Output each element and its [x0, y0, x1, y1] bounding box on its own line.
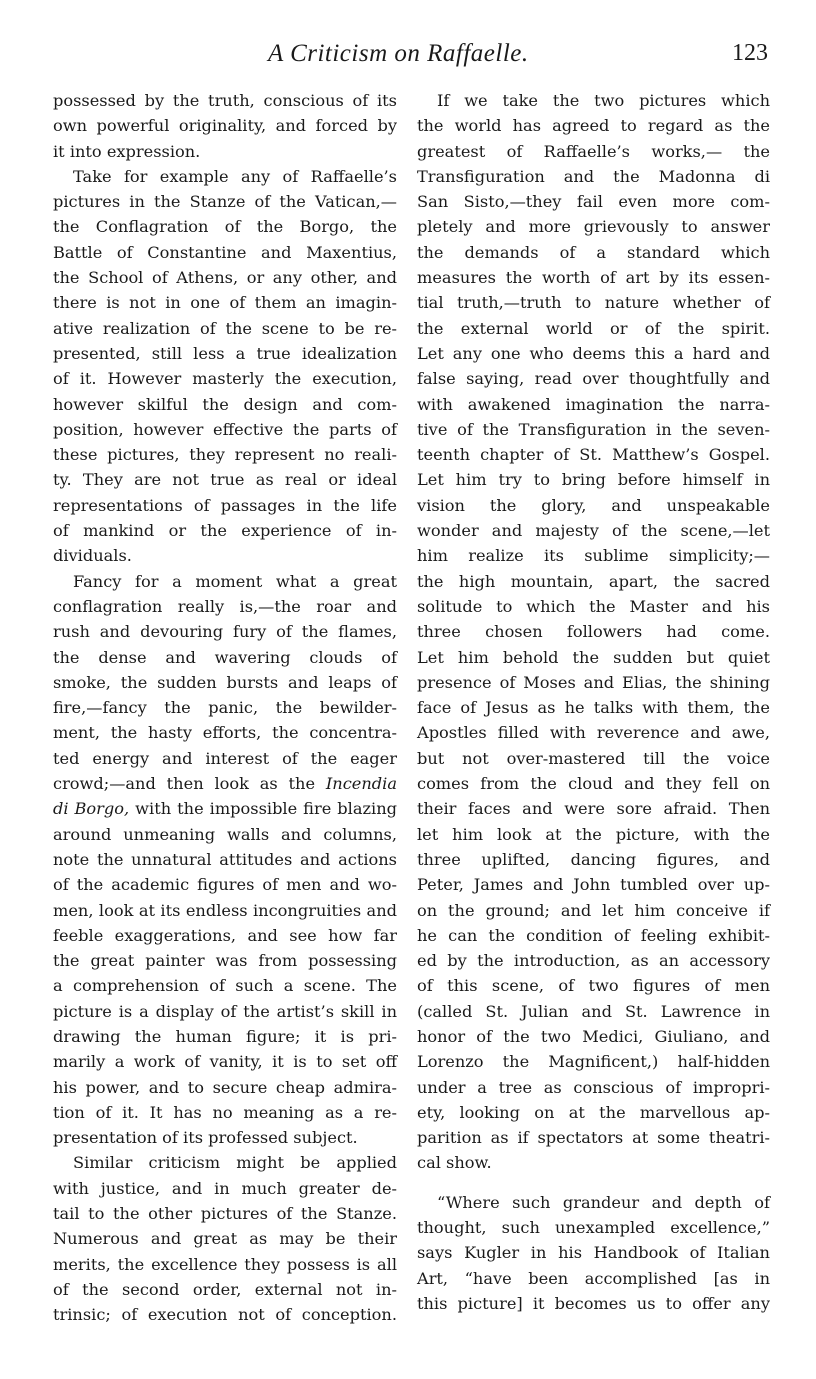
line-text: this picture] it becomes us to offer any: [417, 1293, 770, 1313]
line-text: his power, and to secure cheap admira-: [53, 1077, 397, 1097]
line-text: a comprehension of such a scene. The: [53, 976, 397, 996]
text-line: [417, 214, 770, 239]
line-text: it into expression.: [53, 141, 201, 161]
text-line: [53, 796, 397, 821]
line-text: rush and devouring fury of the flames,: [53, 622, 397, 642]
running-title: A Criticism on Raffaelle.: [268, 40, 529, 67]
text-line: [53, 1075, 397, 1100]
text-line: [53, 999, 397, 1024]
line-text: trinsic; of execution not of conception.: [53, 1305, 397, 1325]
text-line: [53, 569, 397, 594]
line-text: Fancy for a moment what a great: [73, 571, 397, 591]
text-line: [53, 645, 397, 670]
text-line: [53, 670, 397, 695]
text-line: [417, 240, 770, 265]
right-column: [417, 88, 770, 1316]
text-line: [417, 467, 770, 492]
line-text: possessed by the truth, conscious of its: [53, 91, 397, 110]
line-text: three uplifted, dancing figures, and: [417, 849, 770, 869]
text-line: [417, 113, 770, 138]
line-text: marily a work of vanity, it is to set off: [53, 1052, 397, 1072]
text-line: [417, 1125, 770, 1150]
line-text: the external world or of the spirit.: [417, 318, 770, 338]
line-text: measures the worth of art by its essen-: [417, 268, 770, 288]
line-text: If we take the two pictures which: [437, 91, 770, 110]
running-header: [0, 40, 816, 74]
text-line: [53, 518, 397, 543]
line-text: of the second order, external not in-: [53, 1279, 397, 1299]
line-text: wonder and majesty of the scene,—let: [417, 521, 770, 541]
line-text: Let him try to bring before himself in: [417, 470, 770, 490]
line-text: greatest of Raffaelle’s works,— the: [417, 141, 770, 161]
line-text: three chosen followers had come.: [417, 622, 770, 642]
line-text: the Conflagration of the Borgo, the: [53, 217, 397, 237]
text-line: [417, 1049, 770, 1074]
text-line: [417, 518, 770, 543]
line-text: honor of the two Medici, Giuliano, and: [417, 1026, 770, 1046]
text-line: [53, 214, 397, 239]
line-text: the School of Athens, or any other, and: [53, 268, 397, 288]
line-text: tion of it. It has no meaning as a re-: [53, 1102, 397, 1122]
text-line: [53, 1302, 397, 1327]
text-line: [417, 796, 770, 821]
line-text: he can the condition of feeling exhibit-: [417, 925, 770, 945]
text-line: [417, 973, 770, 998]
text-line: [53, 619, 397, 644]
line-text: presented, still less a true idealization: [53, 343, 397, 363]
text-line: [53, 948, 397, 973]
line-text: tive of the Transfiguration in the seven-: [417, 419, 770, 439]
text-line: [53, 695, 397, 720]
text-line: [53, 720, 397, 745]
line-text: comes from the cloud and they fell on: [417, 774, 770, 794]
line-text: dividuals.: [53, 546, 132, 566]
line-text: these pictures, they represent no reali-: [53, 445, 397, 465]
line-text: solitude to which the Master and his: [417, 596, 770, 616]
text-line: [53, 872, 397, 897]
line-text: of the academic figures of men and wo-: [53, 875, 397, 895]
text-line: [53, 88, 397, 113]
line-text: thought, such unexampled excellence,”: [417, 1218, 770, 1238]
line-text: smoke, the sudden bursts and leaps of: [53, 672, 397, 692]
text-line: [53, 265, 397, 290]
line-text: pletely and more grievously to answer: [417, 217, 770, 237]
line-text: ative realization of the scene to be re-: [53, 318, 397, 338]
text-line: [417, 847, 770, 872]
text-line: [53, 1252, 397, 1277]
text-line: [53, 973, 397, 998]
text-line: [53, 316, 397, 341]
left-column: [53, 88, 397, 1328]
text-line: [417, 822, 770, 847]
line-text: picture is a display of the artist’s skill in: [53, 1001, 397, 1021]
text-line: [53, 1201, 397, 1226]
text-line: [417, 670, 770, 695]
line-text: Apostles filled with reverence and awe,: [417, 723, 770, 743]
line-text: let him look at the picture, with the: [417, 824, 770, 844]
line-text: merits, the excellence they possess is all: [53, 1254, 397, 1274]
italic-phrase: di Borgo,: [53, 799, 130, 819]
line-text: under a tree as conscious of impropri-: [417, 1077, 770, 1097]
line-text: San Sisto,—they fail even more com-: [417, 192, 770, 212]
text-line: [417, 746, 770, 771]
text-line: [53, 341, 397, 366]
line-text: Numerous and great as may be their: [53, 1229, 397, 1249]
text-line: [53, 240, 397, 265]
text-line: [53, 1150, 397, 1175]
line-text: ment, the hasty efforts, the concentra-: [53, 723, 397, 743]
text-line: [417, 720, 770, 745]
text-line: [53, 164, 397, 189]
text-line: [417, 442, 770, 467]
text-line: [417, 1024, 770, 1049]
text-line: [417, 1150, 770, 1175]
text-line: [417, 872, 770, 897]
text-line: [53, 113, 397, 138]
text-line: [417, 366, 770, 391]
line-text: ted energy and interest of the eager: [53, 748, 397, 768]
line-text: of it. However masterly the execution,: [53, 369, 397, 389]
line-text: representations of passages in the life: [53, 495, 397, 515]
text-line: [417, 1266, 770, 1291]
text-line: [417, 771, 770, 796]
text-line: [417, 695, 770, 720]
line-text: with awakened imagination the narra-: [417, 394, 770, 414]
line-text: Peter, James and John tumbled over up-: [417, 875, 770, 895]
line-text: pictures in the Stanze of the Vatican,—: [53, 192, 397, 212]
text-line: [417, 392, 770, 417]
line-text: however skilful the design and com-: [53, 394, 397, 414]
text-line: [53, 898, 397, 923]
text-line: [417, 1190, 770, 1215]
line-text: Lorenzo the Magnificent,) half-hidden: [417, 1052, 770, 1072]
line-text: of mankind or the experience of in-: [53, 521, 397, 541]
line-text: him realize its sublime simplicity;—: [417, 546, 770, 566]
page-number: 123: [732, 40, 768, 66]
text-line: [417, 493, 770, 518]
text-line: [417, 619, 770, 644]
text-line: [417, 88, 770, 113]
line-text: Let any one who deems this a hard and: [417, 343, 770, 363]
line-text: men, look at its endless incongruities and: [53, 900, 397, 920]
line-text: with justice, and in much greater de-: [53, 1178, 397, 1198]
text-line: [417, 948, 770, 973]
text-line: [53, 543, 397, 568]
text-line: [53, 1176, 397, 1201]
line-text: “Where such grandeur and depth of: [437, 1192, 770, 1212]
text-line: [417, 1075, 770, 1100]
text-line: [53, 594, 397, 619]
line-text: fire,—fancy the panic, the bewilder-: [53, 698, 397, 718]
text-line: [417, 645, 770, 670]
line-text: crowd;—and then look as the: [53, 774, 316, 794]
text-line: [53, 1226, 397, 1251]
line-text: the great painter was from possessing: [53, 951, 397, 971]
text-line: [417, 139, 770, 164]
text-line: [417, 923, 770, 948]
line-text: parition as if spectators at some theatri-: [417, 1128, 770, 1148]
text-line: [417, 1240, 770, 1265]
text-line: [53, 366, 397, 391]
line-text: presentation of its professed subject.: [53, 1128, 358, 1148]
text-line: [53, 1277, 397, 1302]
text-line: [417, 898, 770, 923]
line-text: Similar criticism might be applied: [73, 1153, 397, 1173]
line-text: their faces and were sore afraid. Then: [417, 799, 770, 819]
text-line: [53, 392, 397, 417]
line-text: the world has agreed to regard as the: [417, 116, 770, 136]
line-text: the dense and wavering clouds of: [53, 647, 397, 667]
line-text: Transfiguration and the Madonna di: [417, 166, 770, 186]
text-line: [417, 417, 770, 442]
line-text: with the impossible fire blazing: [135, 799, 397, 819]
line-text: there is not in one of them an imagin-: [53, 293, 397, 313]
text-line: [417, 1100, 770, 1125]
text-line: [417, 543, 770, 568]
text-line: [417, 341, 770, 366]
text-line: [53, 493, 397, 518]
line-text: ty. They are not true as real or ideal: [53, 470, 397, 490]
text-line: [53, 442, 397, 467]
line-text: ety, looking on at the marvellous ap-: [417, 1102, 770, 1122]
line-text: ed by the introduction, as an accessory: [417, 951, 770, 971]
text-line: [417, 1215, 770, 1240]
text-line: [417, 164, 770, 189]
line-text: tail to the other pictures of the Stanze.: [53, 1204, 397, 1224]
text-line: [53, 290, 397, 315]
text-line: [53, 467, 397, 492]
text-line: [417, 569, 770, 594]
text-line: [53, 139, 397, 164]
line-text: false saying, read over thoughtfully and: [417, 369, 770, 389]
text-line: [53, 1125, 397, 1150]
paragraph-gap: [417, 1176, 770, 1190]
line-text: cal show.: [417, 1153, 492, 1173]
line-text: the demands of a standard which: [417, 242, 770, 262]
line-text: Let him behold the sudden but quiet: [417, 647, 770, 667]
text-line: [417, 1291, 770, 1316]
text-line: [53, 417, 397, 442]
italic-phrase: Incendia: [325, 774, 397, 794]
text-line: [53, 1049, 397, 1074]
line-text: of this scene, of two figures of men: [417, 976, 770, 996]
text-line: [53, 847, 397, 872]
text-line: [53, 923, 397, 948]
line-text: face of Jesus as he talks with them, the: [417, 698, 770, 718]
text-line: [53, 746, 397, 771]
text-line: [417, 265, 770, 290]
text-line: [417, 999, 770, 1024]
text-line: [53, 1100, 397, 1125]
line-text: drawing the human figure; it is pri-: [53, 1026, 397, 1046]
line-text: conflagration really is,—the roar and: [53, 596, 397, 616]
line-text: vision the glory, and unspeakable: [417, 495, 770, 515]
text-line: [53, 822, 397, 847]
text-line: [53, 1024, 397, 1049]
text-line: [417, 189, 770, 214]
line-text: note the unnatural attitudes and actions: [53, 849, 397, 869]
text-line: [53, 189, 397, 214]
line-text: teenth chapter of St. Matthew’s Gospel.: [417, 445, 770, 465]
line-text: Take for example any of Raffaelle’s: [73, 166, 397, 186]
line-text: position, however effective the parts of: [53, 419, 397, 439]
line-text: (called St. Julian and St. Lawrence in: [417, 1001, 770, 1021]
line-text: feeble exaggerations, and see how far: [53, 925, 397, 945]
line-text: on the ground; and let him conceive if: [417, 900, 770, 920]
line-text: but not over-mastered till the voice: [417, 748, 770, 768]
text-line: [417, 290, 770, 315]
line-text: presence of Moses and Elias, the shining: [417, 672, 770, 692]
line-text: says Kugler in his Handbook of Italian: [417, 1243, 770, 1263]
line-text: Art, “have been accomplished [as in: [417, 1268, 770, 1288]
text-line: [417, 316, 770, 341]
line-text: around unmeaning walls and columns,: [53, 824, 397, 844]
line-text: Battle of Constantine and Maxentius,: [53, 242, 397, 262]
line-text: own powerful originality, and forced by: [53, 116, 397, 136]
text-line: [417, 594, 770, 619]
line-text: the high mountain, apart, the sacred: [417, 571, 770, 591]
text-line: [53, 771, 397, 796]
line-text: tial truth,—truth to nature whether of: [417, 293, 770, 313]
